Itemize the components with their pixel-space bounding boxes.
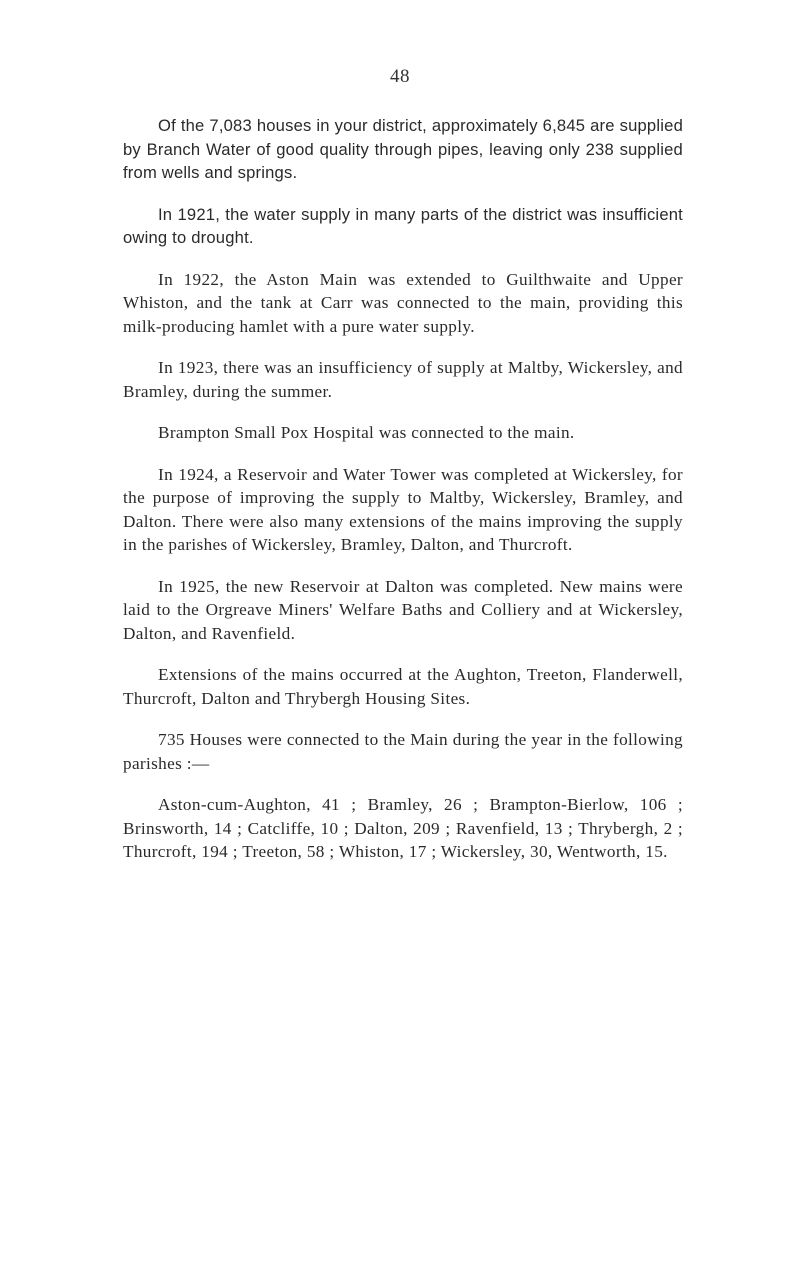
body-text	[123, 114, 683, 864]
paragraph-housing-site-extensions: Extensions of the mains occurred at the Aughton, Treeton, Flanderwell, Thurcroft, Dalton and Thrybergh Housing Sites.	[123, 665, 683, 708]
page-number: 48	[390, 66, 410, 87]
paragraph-1925-dalton-reservoir: In 1925, the new Reservoir at Dalton was completed. New mains were laid to the Orgreave Miners' Welfare Baths and Colliery and at Wickersley, Dalton, and Ravenfield.	[123, 576, 683, 643]
paragraph-house-supply: Of the 7,083 houses in your district, approximately 6,845 are supplied by Branch Water of good quality through pipes, leaving only 238 supplied from wells and springs.	[123, 116, 683, 182]
paragraph-parish-list: Aston-cum-Aughton, 41 ; Bramley, 26 ; Brampton-Bierlow, 106 ; Brinsworth, 14 ; Catcliffe, 10 ; Dalton, 209 ; Ravenfield, 13 ; Thrybergh, 2 ; Thurcroft, 194 ; Treeton, 58 ; Whiston, 17 ; Wickersley, 30, Wentworth, 15.	[123, 795, 683, 861]
paragraph-brampton-hospital: Brampton Small Pox Hospital was connected to the main.	[158, 423, 575, 442]
paragraph-1921-drought: In 1921, the water supply in many parts of the district was insufficient owing to drought.	[123, 204, 683, 247]
paragraph-1923-insufficiency: In 1923, there was an insufficiency of supply at Maltby, Wickersley, and Bramley, during the summer.	[123, 358, 683, 401]
paragraph-1922-aston-main: In 1922, the Aston Main was extended to Guilthwaite and Upper Whiston, and the tank at Carr was connected to the main, providing this milk-producing hamlet with a pure water supply.	[123, 269, 683, 336]
paragraph-houses-connected: 735 Houses were connected to the Main during the year in the following parishes :—	[123, 730, 683, 773]
paragraph-1924-reservoir: In 1924, a Reservoir and Water Tower was completed at Wickersley, for the purpose of improving the supply to Maltby, Wickersley, Bramley, and Dalton. There were also many extensions of the mains improving the supply in the parishes of Wickersley, Bramley, Dalton, and Thurcroft.	[123, 464, 683, 554]
